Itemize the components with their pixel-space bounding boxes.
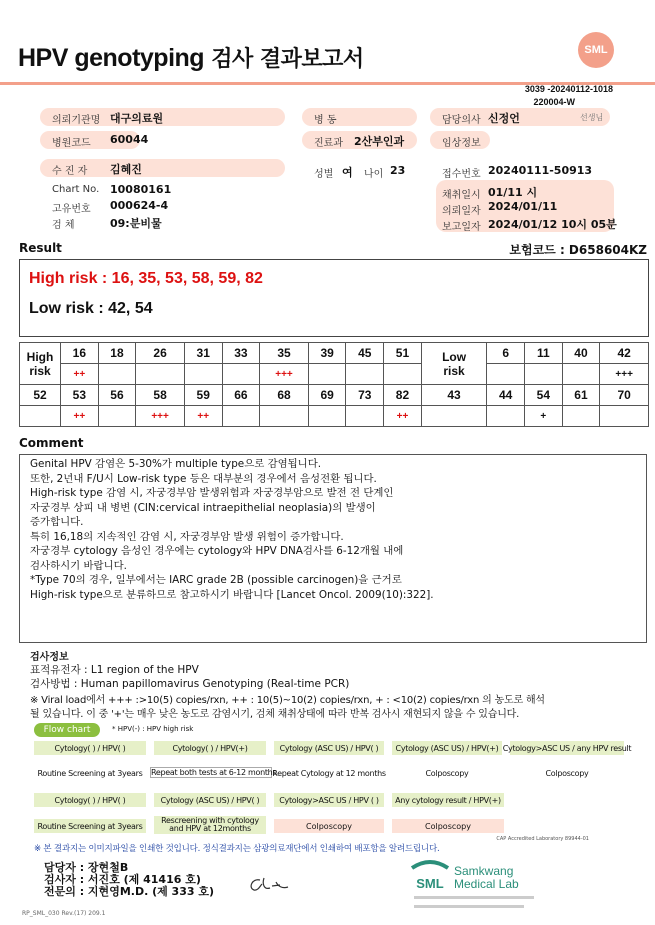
type-cell: 6 xyxy=(487,343,525,364)
load-cell xyxy=(346,406,384,427)
recipient-label: 수 진 자 xyxy=(52,166,88,177)
flow-box: Cytology( ) / HPV(+) xyxy=(154,741,266,755)
doctor-value: 신정언 xyxy=(488,112,520,125)
flow-result: Repeat both tests at 6-12 months xyxy=(151,768,277,777)
type-cell: 59 xyxy=(184,385,222,406)
dept-value: 2산부인과 xyxy=(354,135,405,148)
comment-line: 검사하시기 바랍니다. xyxy=(30,559,127,572)
address-line xyxy=(414,896,534,899)
load-cell: + xyxy=(525,406,563,427)
staff-line-2: 검사자 : 서진호 (제 41416 호) xyxy=(44,873,201,886)
request-value: 2024/01/11 xyxy=(488,200,558,213)
hospital-code-label: 병원코드 xyxy=(52,138,91,149)
report-label: 보고일자 xyxy=(442,222,481,233)
recipient-value: 김혜진 xyxy=(110,163,142,176)
flow-result: Colposcopy xyxy=(392,819,504,833)
age-label: 나이 xyxy=(364,169,384,180)
hospital-code-value: 60044 xyxy=(110,133,149,146)
flow-box: Cytology>ASC US / any HPV result xyxy=(510,741,624,755)
institution-value: 대구의료원 xyxy=(110,112,164,125)
low-risk-label: Low risk xyxy=(421,343,487,385)
load-cell: +++ xyxy=(136,406,185,427)
sex-value: 여 xyxy=(342,166,353,179)
type-cell: 44 xyxy=(487,385,525,406)
insurance-code: 보험코드 : D658604KZ xyxy=(509,243,647,257)
type-cell: 82 xyxy=(384,385,422,406)
flow-box: Cytology (ASC US) / HPV( ) xyxy=(274,741,384,755)
genotype-table xyxy=(19,342,649,427)
flow-box: Cytology (ASC US) / HPV( ) xyxy=(154,793,266,807)
load-cell: ++ xyxy=(61,406,99,427)
load-cell: +++ xyxy=(260,364,309,385)
high-risk-summary: High risk : 16, 35, 53, 58, 59, 82 xyxy=(29,270,263,287)
type-cell: 56 xyxy=(98,385,136,406)
flow-result: Routine Screening at 3years xyxy=(34,819,146,833)
load-cell xyxy=(98,406,136,427)
type-cell: 11 xyxy=(525,343,563,364)
svg-text:SML: SML xyxy=(416,876,444,891)
load-cell: +++ xyxy=(600,364,649,385)
type-cell: 61 xyxy=(562,385,600,406)
clinical-label: 임상정보 xyxy=(442,138,481,149)
load-cell xyxy=(562,406,600,427)
result-heading: Result xyxy=(19,241,62,255)
load-cell xyxy=(260,406,309,427)
flowchart-tag: Flow chart xyxy=(34,723,100,737)
type-cell: 73 xyxy=(346,385,384,406)
load-cell xyxy=(20,406,61,427)
load-cell: ++ xyxy=(384,406,422,427)
load-cell xyxy=(421,406,487,427)
type-cell: 68 xyxy=(260,385,309,406)
load-cell xyxy=(222,406,260,427)
flow-box: Cytology (ASC US) / HPV(+) xyxy=(392,741,502,755)
specimen-label: 검 체 xyxy=(52,220,75,231)
doctor-suffix: 선생님 xyxy=(580,113,604,122)
report-value: 2024/01/12 10시 05분 xyxy=(488,218,617,231)
staff-line-3: 전문의 : 지현영M.D. (제 333 호) xyxy=(44,885,215,898)
viral-load-note-1: ※ Viral load에서 +++ :>10(5) copies/rxn, ++ : 10(5)~10(2) copies/rxn, + : <10(2) copies/rxn 의 농도로 해석 xyxy=(30,695,545,706)
flow-box: Cytology( ) / HPV( ) xyxy=(34,793,146,807)
load-cell: ++ xyxy=(61,364,99,385)
type-cell: 66 xyxy=(222,385,260,406)
type-cell: 42 xyxy=(600,343,649,364)
load-cell xyxy=(308,406,346,427)
type-cell: 58 xyxy=(136,385,185,406)
comment-line: 증가합니다. xyxy=(30,516,84,528)
load-cell: ++ xyxy=(184,406,222,427)
brand-name-2: Medical Lab xyxy=(454,877,519,891)
type-cell: 43 xyxy=(421,385,487,406)
sex-label: 성별 xyxy=(314,169,334,180)
flow-result: Colposcopy xyxy=(545,769,589,778)
report-title: HPV genotyping 검사 결과보고서 xyxy=(18,44,364,72)
print-notice: ※ 본 결과지는 이미지파일을 인쇄한 것입니다. 정식결과지는 삼광의료재단에서 인쇄하여 배포함을 알려드립니다. xyxy=(34,844,440,854)
load-cell xyxy=(487,406,525,427)
brand-name-1: Samkwang xyxy=(454,864,514,878)
flow-result: Colposcopy xyxy=(274,819,384,833)
flow-result: Repeat Cytology at 12 months xyxy=(272,769,386,778)
load-cell xyxy=(600,406,649,427)
type-cell: 33 xyxy=(222,343,260,364)
flow-box: Cytology( ) / HPV( ) xyxy=(34,741,146,755)
unique-value: 000624-4 xyxy=(110,199,169,212)
comment-line: *Type 70의 경우, 일부에서는 IARC grade 2B (possible carcinogen)을 근거로 xyxy=(30,574,402,586)
load-cell xyxy=(98,364,136,385)
sml-logo: SML xyxy=(578,32,614,68)
load-cell xyxy=(136,364,185,385)
type-cell: 53 xyxy=(61,385,99,406)
type-cell: 31 xyxy=(184,343,222,364)
institution-label: 의뢰기관명 xyxy=(52,115,101,126)
type-cell: 39 xyxy=(308,343,346,364)
type-cell: 45 xyxy=(346,343,384,364)
flow-box: Any cytology result / HPV(+) xyxy=(392,793,504,807)
type-cell: 51 xyxy=(384,343,422,364)
chart-value: 10080161 xyxy=(110,183,172,196)
request-label: 의뢰일자 xyxy=(442,206,481,217)
type-cell: 16 xyxy=(61,343,99,364)
comment-line: High-risk type으로 분류하므로 참고하시기 바랍니다 [Lancet Oncol. 2009(10):322]. xyxy=(30,588,434,601)
receipt-value: 20240111-50913 xyxy=(488,164,593,177)
chart-label: Chart No. xyxy=(52,184,100,195)
load-cell xyxy=(525,364,563,385)
doc-code-2: 220004-W xyxy=(533,97,575,107)
staff-line-1: 담당자 : 장현철B xyxy=(44,861,129,874)
sml-brand-mark xyxy=(408,858,452,894)
type-cell: 70 xyxy=(600,385,649,406)
flow-result: Colposcopy xyxy=(425,769,469,778)
type-cell: 26 xyxy=(136,343,185,364)
result-box xyxy=(19,259,649,337)
age-value: 23 xyxy=(390,164,406,177)
comment-box xyxy=(19,454,647,643)
comment-line: 또한, 2년내 F/U시 Low-risk type 등은 대부분의 경우에서 음성전환 됩니다. xyxy=(30,472,377,485)
ward-label: 병 동 xyxy=(314,115,337,126)
phone-line xyxy=(414,905,524,908)
load-cell xyxy=(487,364,525,385)
high-risk-label: High risk xyxy=(20,343,61,385)
flow-result: Routine Screening at 3years xyxy=(37,769,143,778)
load-cell xyxy=(308,364,346,385)
doctor-label: 담당의사 xyxy=(442,115,481,126)
load-cell xyxy=(562,364,600,385)
load-cell xyxy=(184,364,222,385)
type-cell: 40 xyxy=(562,343,600,364)
type-cell: 52 xyxy=(20,385,61,406)
comment-line: Genital HPV 감염은 5-30%가 multiple type으로 감염됩니다. xyxy=(30,458,322,470)
dept-label: 진료과 xyxy=(314,138,343,149)
type-cell: 54 xyxy=(525,385,563,406)
comment-line: 특히 16,18의 지속적인 감염 시, 자궁경부암 발생 위험이 증가합니다. xyxy=(30,530,344,543)
target-gene: 표적유전자 : L1 region of the HPV xyxy=(30,664,199,676)
specimen-value: 09:분비물 xyxy=(110,217,162,230)
flowchart-legend: * HPV(-) : HPV high risk xyxy=(112,725,194,733)
signature-image xyxy=(246,874,292,894)
doc-code-1: 3039 -20240112-1018 xyxy=(524,84,613,94)
load-cell xyxy=(222,364,260,385)
flow-result: Rescreening with cytology and HPV at 12months xyxy=(154,816,266,834)
flow-box: Cytology>ASC US / HPV ( ) xyxy=(274,793,384,807)
cap-accreditation: CAP Accredited Laboratory 89944-01 xyxy=(496,836,589,842)
comment-line: 자궁경부 cytology 음성인 경우에는 cytology와 HPV DNA검사를 6-12개월 내에 xyxy=(30,545,404,557)
collect-label: 채취일시 xyxy=(442,190,481,201)
load-cell xyxy=(384,364,422,385)
unique-label: 고유번호 xyxy=(52,204,91,215)
receipt-label: 접수번호 xyxy=(442,169,481,180)
comment-heading: Comment xyxy=(19,436,84,450)
collect-value: 01/11 시 xyxy=(488,186,538,199)
type-cell: 18 xyxy=(98,343,136,364)
type-cell: 69 xyxy=(308,385,346,406)
load-cell xyxy=(346,364,384,385)
low-risk-summary: Low risk : 42, 54 xyxy=(29,300,153,317)
form-code: RP_SML_030 Rev.(17) 209.1 xyxy=(22,910,106,917)
viral-load-note-2: 될 있습니다. 이 중 '+'는 매우 낮은 농도로 감염시기, 검체 채취상태에 따라 반복 검사시 재현되지 않을 수 있습니다. xyxy=(30,709,520,720)
comment-line: High-risk type 감염 시, 자궁경부암 발생위험과 자궁경부암으로 발전 전 단계인 xyxy=(30,487,394,499)
comment-line: 자궁경부 상피 내 병변 (CIN:cervical intraepithelial neoplasia)의 발생이 xyxy=(30,501,376,514)
test-info-heading: 검사정보 xyxy=(30,652,69,663)
type-cell: 35 xyxy=(260,343,309,364)
test-method: 검사방법 : Human papillomavirus Genotyping (Real-time PCR) xyxy=(30,678,350,690)
